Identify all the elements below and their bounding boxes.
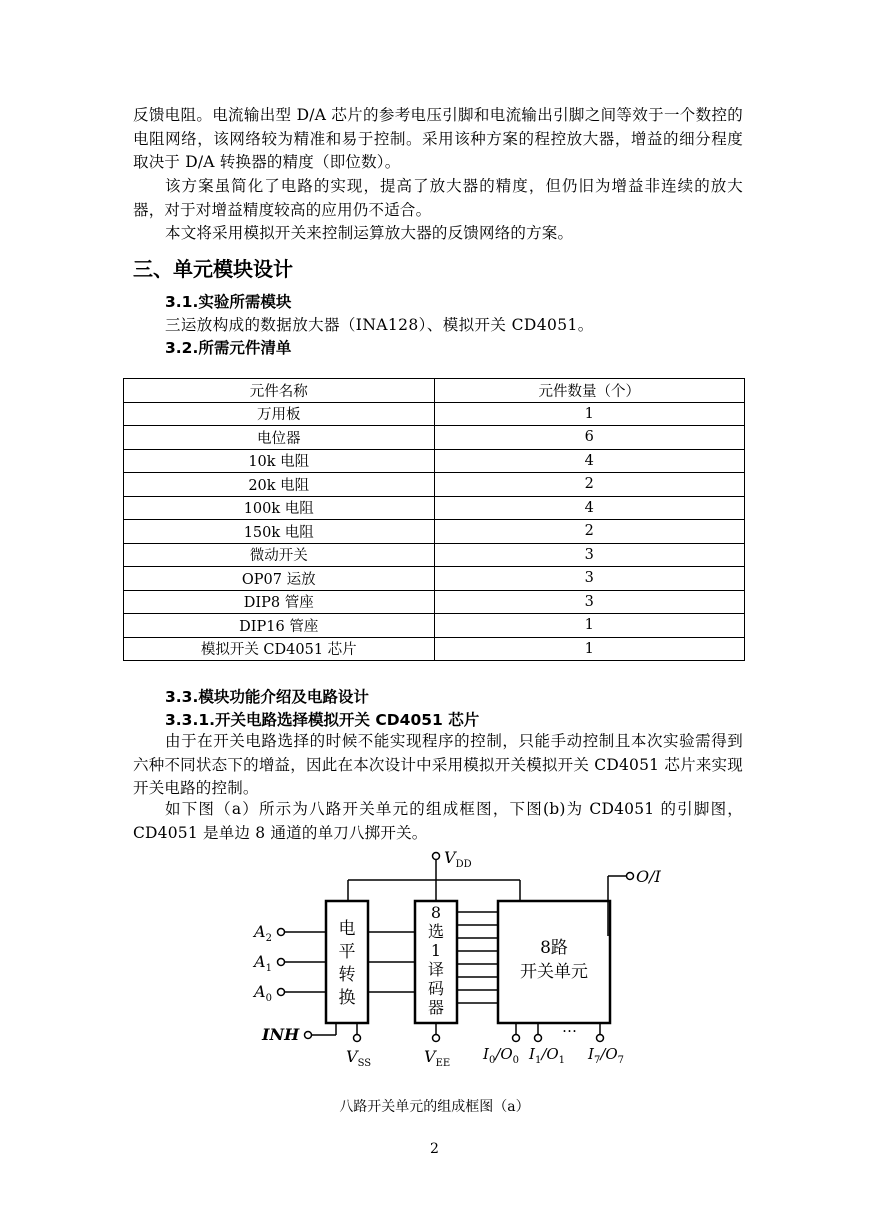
part-name: 电位器 xyxy=(124,426,435,450)
table-header-row xyxy=(124,379,745,403)
a2-label: $A_2$ xyxy=(254,922,272,944)
decoder-char: 器 xyxy=(427,998,445,1017)
inh-terminal xyxy=(305,1032,312,1039)
section-3-3-heading: 3.3.模块功能介绍及电路设计 xyxy=(165,688,369,706)
decoder-char: 选 xyxy=(427,922,445,941)
a1-terminal xyxy=(278,959,285,966)
level-shift-char: 转 xyxy=(338,965,356,985)
part-qty: 4 xyxy=(434,496,745,520)
table-row xyxy=(124,637,745,661)
a0-label: $A_0$ xyxy=(254,982,272,1004)
section-3-heading: 三、单元模块设计 xyxy=(133,257,293,281)
part-qty: 3 xyxy=(434,567,745,591)
part-name: 20k 电阻 xyxy=(124,473,435,497)
section-3-2-heading: 3.2.所需元件清单 xyxy=(165,339,292,357)
part-name: 150k 电阻 xyxy=(124,520,435,544)
switch-unit-label-2: 开关单元 xyxy=(520,962,588,982)
io0-terminal xyxy=(513,1035,520,1042)
switch-unit-block-diagram xyxy=(248,846,661,1072)
level-shift-char: 平 xyxy=(338,942,356,962)
a2-terminal xyxy=(278,929,285,936)
part-qty: 3 xyxy=(434,590,745,614)
decoder-char: 码 xyxy=(427,979,445,998)
part-qty: 1 xyxy=(434,637,745,661)
part-qty: 4 xyxy=(434,449,745,473)
section-3-1-heading: 3.1.实验所需模块 xyxy=(165,293,292,311)
table-row xyxy=(124,473,745,497)
part-qty: 1 xyxy=(434,614,745,638)
decoder-char: 1 xyxy=(430,941,442,960)
oi-terminal xyxy=(627,873,634,880)
vdd-label: $V_{DD}$ xyxy=(444,848,472,870)
header-qty: 元件数量（个） xyxy=(434,379,745,403)
part-name: DIP8 管座 xyxy=(124,590,435,614)
io1-terminal xyxy=(535,1035,542,1042)
table-row xyxy=(124,543,745,567)
table-row xyxy=(124,496,745,520)
table-row xyxy=(124,520,745,544)
part-name: 100k 电阻 xyxy=(124,496,435,520)
part-qty: 3 xyxy=(434,543,745,567)
io7-label: $I_7/O_7$ xyxy=(588,1045,625,1066)
table-row xyxy=(124,614,745,638)
a1-label: $A_1$ xyxy=(254,952,272,974)
section-3-1-text: 三运放构成的数据放大器（INA128）、模拟开关 CD4051。 xyxy=(165,316,594,334)
table-row xyxy=(124,426,745,450)
part-qty: 2 xyxy=(434,473,745,497)
level-shift-char: 换 xyxy=(338,988,356,1008)
part-qty: 1 xyxy=(434,402,745,426)
table-row xyxy=(124,567,745,591)
vee-label: $V_{EE}$ xyxy=(424,1047,451,1069)
section-3-3-1-paragraph-1: 由于在开关电路选择的时候不能实现程序的控制，只能手动控制且本次实验需得到六种不同状态下的增益，因此在本次设计中采用模拟开关模拟开关 CD4051 芯片来实现开关电路的控制。 xyxy=(133,732,743,797)
decoder-char: 译 xyxy=(427,960,445,979)
vss-terminal xyxy=(354,1035,361,1042)
decoder-char: 8 xyxy=(430,903,442,922)
table-row xyxy=(124,402,745,426)
switch-unit-label-1: 8路 xyxy=(540,938,568,958)
section-3-3-1-heading: 3.3.1.开关电路选择模拟开关 CD4051 芯片 xyxy=(165,711,480,729)
vdd-terminal xyxy=(433,853,440,860)
parts-table xyxy=(123,378,745,661)
a0-terminal xyxy=(278,989,285,996)
intro-paragraph-1: 反馈电阻。电流输出型 D/A 芯片的参考电压引脚和电流输出引脚之间等效于一个数控的电阻网络，该网络较为精准和易于控制。采用该种方案的程控放大器，增益的细分程度取决于 D/A 转换器的精度（即位数）。 xyxy=(133,106,743,171)
table-row xyxy=(124,449,745,473)
intro-paragraph-3: 本文将采用模拟开关来控制运算放大器的反馈网络的方案。 xyxy=(165,224,574,242)
oi-label: O/I xyxy=(636,867,661,886)
inh-label: INH xyxy=(262,1025,300,1044)
io7-terminal xyxy=(597,1035,604,1042)
part-name: 万用板 xyxy=(124,402,435,426)
part-name: DIP16 管座 xyxy=(124,614,435,638)
ellipsis: … xyxy=(562,1018,577,1036)
part-name: 微动开关 xyxy=(124,543,435,567)
figure-caption: 八路开关单元的组成框图（a） xyxy=(339,1099,530,1115)
io1-label: $I_1/O_1$ xyxy=(529,1045,566,1066)
header-name: 元件名称 xyxy=(124,379,435,403)
level-shift-char: 电 xyxy=(338,919,356,939)
part-name: 模拟开关 CD4051 芯片 xyxy=(124,637,435,661)
part-qty: 2 xyxy=(434,520,745,544)
part-name: 10k 电阻 xyxy=(124,449,435,473)
section-3-3-1-paragraph-2: 如下图（a）所示为八路开关单元的组成框图，下图(b)为 CD4051 的引脚图，CD4051 是单边 8 通道的单刀八掷开关。 xyxy=(133,800,743,842)
part-name: OP07 运放 xyxy=(124,567,435,591)
table-row xyxy=(124,590,745,614)
vss-label: $V_{SS}$ xyxy=(346,1047,372,1069)
part-qty: 6 xyxy=(434,426,745,450)
io0-label: $I_0/O_0$ xyxy=(483,1045,520,1066)
page-number: 2 xyxy=(430,1141,439,1157)
vee-terminal xyxy=(433,1035,440,1042)
intro-paragraph-2: 该方案虽简化了电路的实现，提高了放大器的精度，但仍旧为增益非连续的放大器，对于对增益精度较高的应用仍不适合。 xyxy=(133,177,743,219)
